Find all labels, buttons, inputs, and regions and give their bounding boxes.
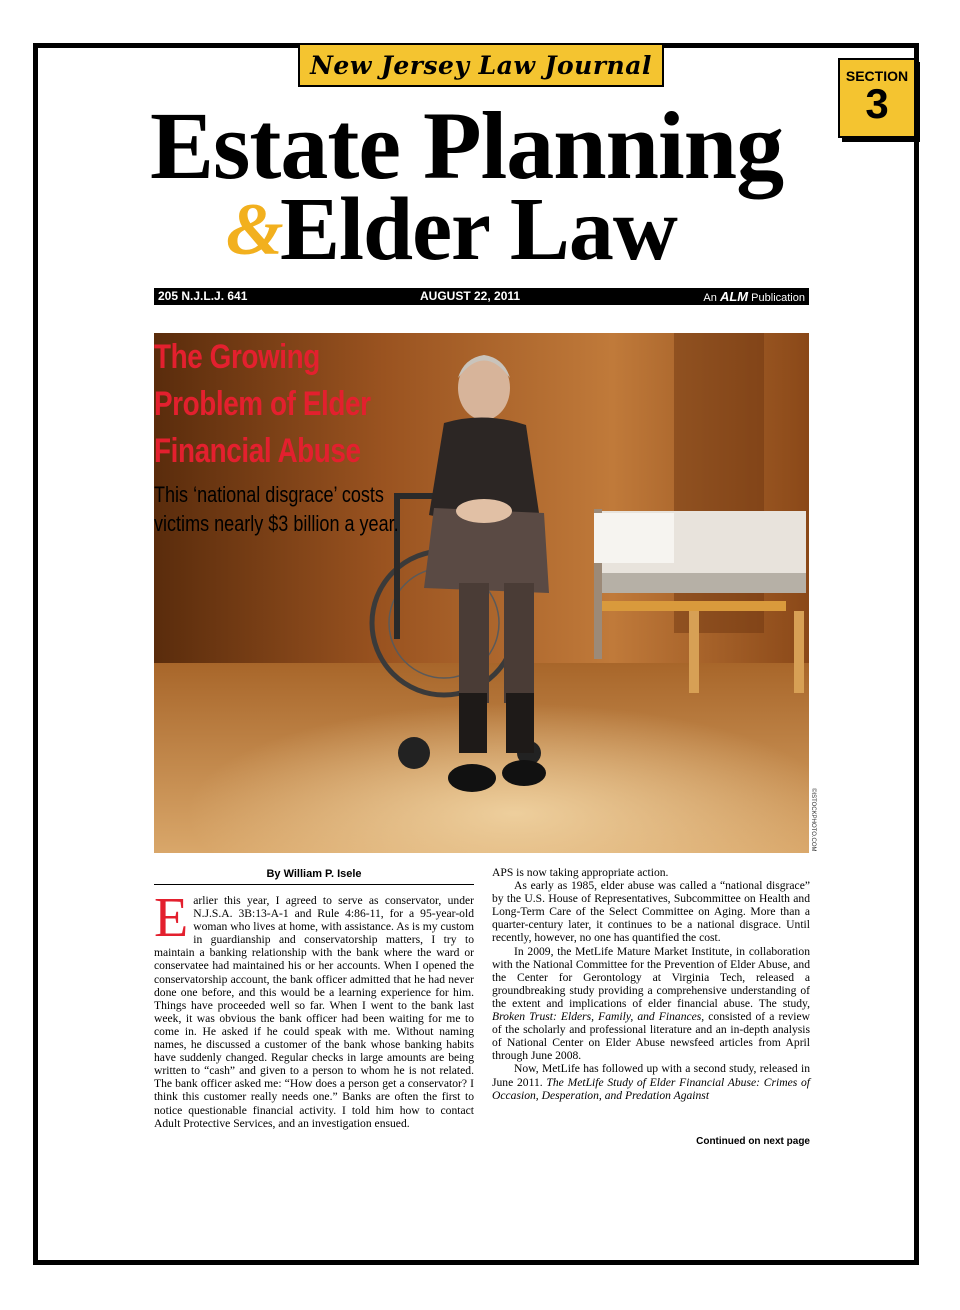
citation: 205 N.J.L.J. 641 [158,289,248,303]
section-title-ampersand: & [226,189,284,271]
byline-rule [154,884,474,885]
paragraph-text: In 2009, the MetLife Mature Market Institute, in collaboration with the National Committee for the Prevention of Elder Abuse, and the Center for Gerontology at Virginia Tech, released a groundbreaking study providing a comprehensive understanding of the extent and implications of elder financial abuse. The study, [492,944,810,1010]
masthead-nameplate [298,43,664,87]
issue-date: AUGUST 22, 2011 [420,289,521,303]
subhead-line: victims nearly $3 billion a year. [154,511,399,536]
paragraph-text: Now, MetLife has followed up with a second study, released in June 2011. [492,1062,810,1089]
publication-name: New Jersey Law Journal [310,50,652,80]
paragraph [154,887,474,1130]
study-title: The MetLife Study of Elder Financial Abuse: Crimes of Occasion, Desperation, and Predation Against [492,1075,810,1102]
article-column-1 [154,887,474,1130]
paragraph: APS is now taking appropriate action. [492,866,669,879]
byline: By William P. Isele [266,868,362,880]
publisher-suffix: Publication [751,292,805,304]
paragraph [492,945,810,1063]
publisher-prefix: An [703,292,717,304]
subhead-line: This ‘national disgrace’ costs [154,482,384,507]
article-column-2 [492,866,810,1102]
continued-jump-line[interactable]: Continued on next page [696,1136,810,1147]
paragraph-text: consisted of a review of the scholarly and professional literature and an in-depth analysis of National Center on Elder Abuse newsfeed articles from April through June 2008. [492,1010,811,1063]
paragraph [492,1062,810,1101]
article-subhead [154,480,399,538]
section-badge [838,58,916,138]
photo-credit: ©ISTOCKPHOTO.COM [810,788,816,852]
publisher-line [703,288,805,307]
section-label: SECTION [845,68,909,84]
headline-line: The Growing [154,338,320,376]
article-headline [154,334,371,475]
headline-line: Financial Abuse [154,432,361,470]
paragraph-text: arlier this year, I agreed to serve as conservator, under N.J.S.A. 3B:13-A-1 and Rule 4:86-11, for a 95-year-old woman who lives at home, with assistance. As is my custom in guardianship and conservatorship matters, I try to maintain a banking relationship with the bank where the ward or conservatee had maintained his or her accounts. When I opened the conservatorship account, the bank officer admitted that he had never done one before, and this would be a learning experience for him. Things have proceeded well so far. When I went to the bank last week, it was obvious the bank officer had been waiting for me to come in. He asked if he could speak with me. Without naming names, he discussed a customer of the bank whose banking habits have suddenly changed. Regular checks in large amounts are being written to “cash” and given to a person to whom he is not related. The bank officer asked me: “How does a person get a conservator? I think this customer really needs one.” Banks are often the first to notice questionable financial activity. I told him how to contact Adult Protective Services, and an investigation ensued. [154,894,474,1130]
issue-info-bar [154,288,809,305]
headline-line: Problem of Elder [154,385,371,423]
section-number: 3 [865,80,889,127]
publisher-logo: ALM [719,289,749,304]
section-title-line1: Estate Planning [150,92,784,199]
drop-cap: E [154,887,189,949]
paragraph: As early as 1985, elder abuse was called a “national disgrace” by the U.S. House of Representatives, Subcommittee on Health and Long-Term Care of the Select Committee on Aging. More than a quarter-century later, it continues to be a national disgrace. Until recently, however, no one has quantified the cost. [492,879,810,945]
study-title: Broken Trust: Elders, Family, and Finances, [492,1010,705,1024]
section-title-line2: Elder Law [280,180,677,279]
